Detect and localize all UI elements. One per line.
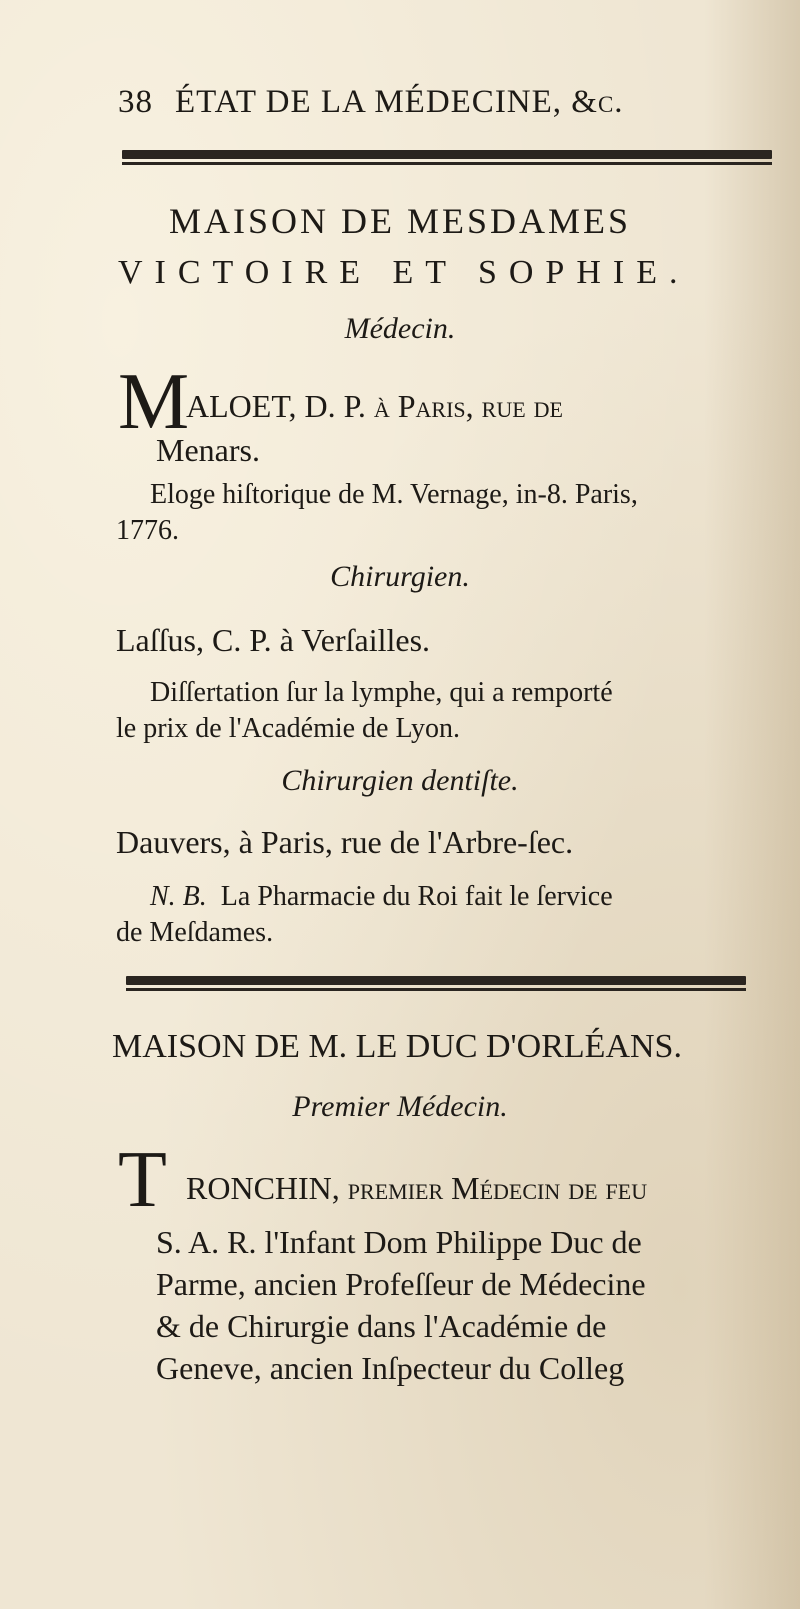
entry-maloet-line1: ALOET, D. P. à Paris, rue de	[186, 388, 563, 424]
entry-tronchin-line5: Geneve, ancien Inſpecteur du Colleg	[156, 1350, 625, 1386]
entry-lassus-note-line1: Diſſertation ſur la lymphe, qui a remporté	[150, 677, 613, 708]
section1-role-dentist: Chirurgien dentiſte.	[281, 764, 519, 797]
entry-tronchin-line4: & de Chirurgie dans l'Académie de	[156, 1308, 607, 1344]
entry-dauvers: Dauvers, à Paris, rue de l'Arbre-ſec.	[116, 824, 574, 860]
section1-heading-line1: MAISON DE MESDAMES	[168, 201, 632, 241]
section2-heading: MAISON DE M. LE DUC D'ORLÉANS.	[112, 1028, 682, 1065]
nb-line1: N. B. La Pharmacie du Roi fait le ſervice	[150, 881, 613, 912]
nb-label: N. B.	[150, 881, 207, 912]
section2-role-first-physician: Premier Médecin.	[292, 1090, 508, 1123]
running-title: ÉTAT DE LA MÉDECINE, &c.	[175, 84, 624, 120]
dropcap-t: T	[118, 1136, 167, 1224]
section1-role-surgeon: Chirurgien.	[330, 560, 470, 593]
section-divider-rule	[126, 976, 746, 991]
entry-lassus-note-line2: le prix de l'Académie de Lyon.	[116, 713, 461, 744]
entry-maloet-note-line2: 1776.	[116, 515, 179, 546]
section1-heading-line2: VICTOIRE ET SOPHIE.	[118, 254, 690, 291]
header-rule	[122, 150, 772, 165]
entry-tronchin-line1: RONCHIN, premier Médecin de feu	[186, 1170, 648, 1206]
entry-lassus: Laſſus, C. P. à Verſailles.	[116, 622, 431, 658]
entry-maloet-line2: Menars.	[156, 432, 260, 468]
entry-maloet-note-line1: Eloge hiſtorique de M. Vernage, in-8. Paris,	[150, 479, 638, 510]
page-number: 38	[118, 84, 153, 120]
entry-tronchin-line2: S. A. R. l'Infant Dom Philippe Duc de	[156, 1224, 642, 1260]
running-head	[118, 84, 624, 121]
section1-role-physician: Médecin.	[344, 312, 456, 345]
nb-line2: de Meſdames.	[116, 917, 274, 948]
dropcap-m: M	[118, 358, 190, 446]
entry-tronchin-line3: Parme, ancien Profeſſeur de Médecine	[156, 1266, 646, 1302]
